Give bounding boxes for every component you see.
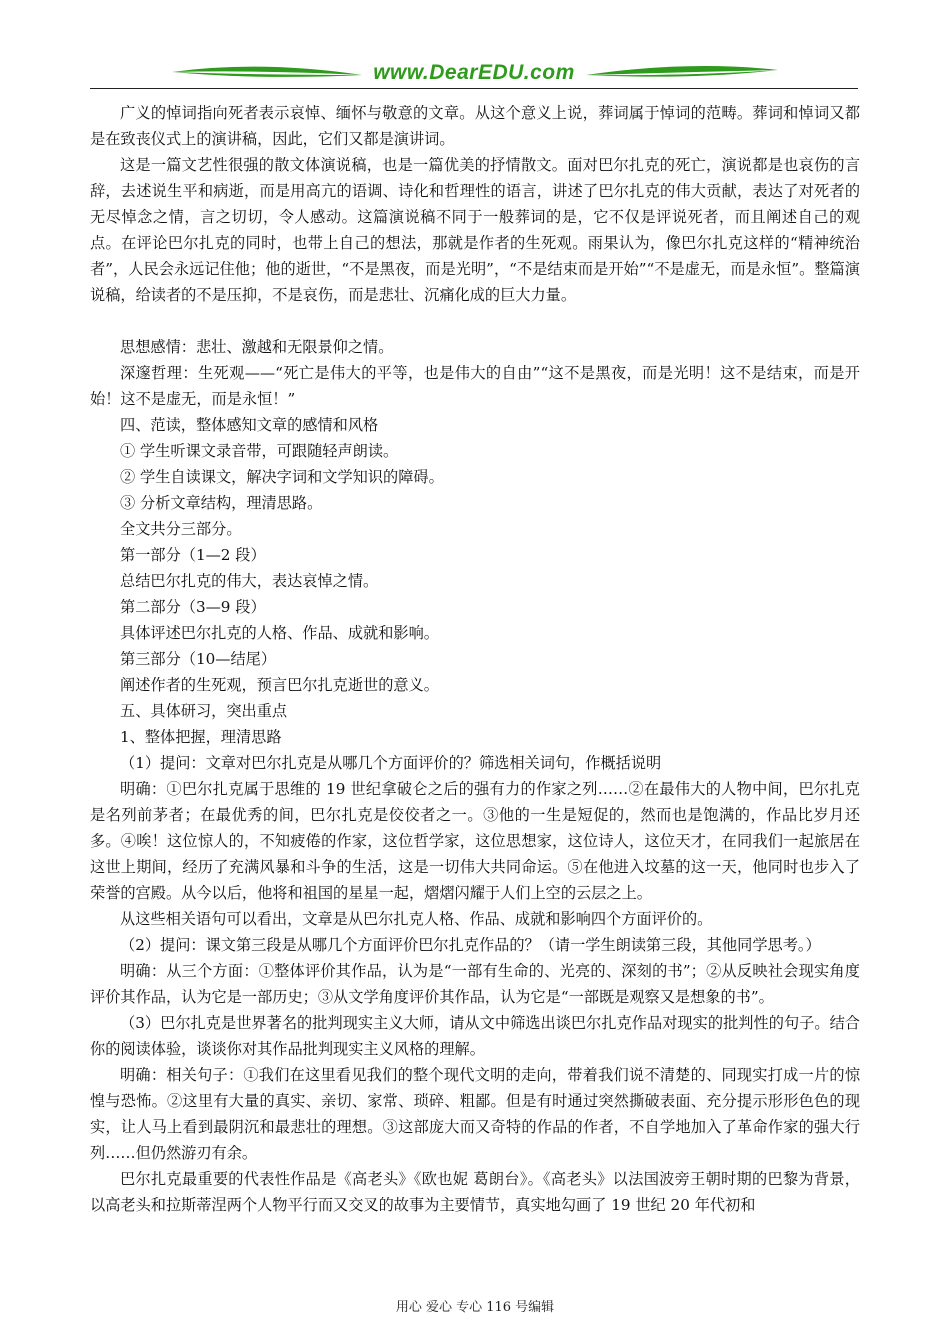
- section-heading: 四、范读，整体感知文章的感情和风格: [120, 416, 379, 434]
- paragraph: 思想感情：悲壮、激越和无限景仰之情。: [120, 338, 394, 356]
- paragraph: 从这些相关语句可以看出，文章是从巴尔扎克人格、作品、成就和影响四个方面评价的。: [120, 910, 713, 928]
- list-item: ① 学生听课文录音带，可跟随轻声朗读。: [120, 442, 399, 460]
- list-item: ③ 分析文章结构，理清思路。: [120, 494, 323, 512]
- question: （3）巴尔扎克是世界著名的批判现实主义大师，请从文中筛选出谈巴尔扎克作品对现实的批判性的句子。结合你的阅读体验，谈谈你对其作品批判现实主义风格的理解。: [90, 1014, 860, 1058]
- list-item: ② 学生自读课文，解决字词和文学知识的障碍。: [120, 468, 444, 486]
- header-rule: [90, 88, 858, 89]
- section-heading: 五、具体研习，突出重点: [120, 702, 288, 720]
- paragraph: 具体评述巴尔扎克的人格、作品、成就和影响。: [120, 624, 439, 642]
- answer: 明确：相关句子：①我们在这里看见我们的整个现代文明的走向，带着我们说不清楚的、同现实打成一片的惊惶与恐怖。②这里有大量的真实、亲切、家常、琐碎、粗鄙。但是有时通过突然撕破表面、充分提示形形色色的现实，让人马上看到最阴沉和最悲壮的理想。③这部庞大而又奇特的作品的作者，不自学地加入了革命作家的强大行列……但仍然游刃有余。: [90, 1066, 860, 1162]
- document-body: [90, 100, 860, 1218]
- paragraph: 巴尔扎克最重要的代表性作品是《高老头》《欧也妮 葛朗台》。《高老头》以法国波旁王朝时期的巴黎为背景，以高老头和拉斯蒂涅两个人物平行而又交叉的故事为主要情节，真实地勾画了 19 世纪 20 年代初和: [90, 1170, 860, 1214]
- page-header: [90, 58, 858, 92]
- site-logo[interactable]: www.DearEDU.com: [373, 61, 575, 84]
- paragraph: 第一部分（1—2 段）: [120, 546, 266, 564]
- paragraph: 总结巴尔扎克的伟大，表达哀悼之情。: [120, 572, 379, 590]
- page-footer: 用心 爱心 专心 116 号编辑: [395, 1300, 555, 1315]
- subsection-heading: 1、整体把握，理清思路: [120, 728, 282, 746]
- answer: 明确：从三个方面：①整体评价其作品，认为是“一部有生命的、光亮的、深刻的书”；②从反映社会现实角度评价其作品，认为它是一部历史；③从文学角度评价其作品，认为它是“一部既是观察又是想象的书”。: [90, 962, 860, 1006]
- paragraph: 全文共分三部分。: [120, 520, 242, 538]
- paragraph: 深邃哲理：生死观——“死亡是伟大的平等，也是伟大的自由”“这不是黑夜，而是光明！这不是结束，而是开始！这不是虚无，而是永恒！”: [90, 364, 860, 408]
- question: （2）提问：课文第三段是从哪几个方面评价巴尔扎克作品的？（请一学生朗读第三段，其他同学思考。）: [120, 936, 821, 954]
- answer: 明确：①巴尔扎克属于思维的 19 世纪拿破仑之后的强有力的作家之列……②在最伟大的人物中间，巴尔扎克是名列前茅者；在最优秀的间，巴尔扎克是佼佼者之一。③他的一生是短促的，然而也是饱满的，作品比岁月还多。④唉！这位惊人的，不知疲倦的作家，这位哲学家，这位思想家，这位诗人，这位天才，在同我们一起旅居在这世上期间，经历了充满风暴和斗争的生活，这是一切伟大共同命运。⑤在他进入坟墓的这一天，他同时也步入了荣誉的宫殿。从今以后，他将和祖国的星星一起，熠熠闪耀于人们上空的云层之上。: [90, 780, 860, 902]
- paragraph: 阐述作者的生死观，预言巴尔扎克逝世的意义。: [120, 676, 439, 694]
- paragraph: 第三部分（10—结尾）: [120, 650, 277, 668]
- blank-line: [90, 308, 860, 334]
- question: （1）提问：文章对巴尔扎克是从哪几个方面评价的？筛选相关词句，作概括说明: [120, 754, 662, 772]
- paragraph: 这是一篇文艺性很强的散文体演说稿，也是一篇优美的抒情散文。面对巴尔扎克的死亡，演说都是也哀伤的言辞，去述说生平和病逝，而是用高亢的语调、诗化和哲理性的语言，讲述了巴尔扎克的伟大贡献，表达了对死者的无尽悼念之情，言之切切，令人感动。这篇演说稿不同于一般葬词的是，它不仅是评说死者，而且阐述自己的观点。在评论巴尔扎克的同时，也带上自己的想法，那就是作者的生死观。雨果认为，像巴尔扎克这样的“精神统治者”，人民会永远记住他；他的逝世，“不是黑夜，而是光明”，“不是结束而是开始”“不是虚无，而是永恒”。整篇演说稿，给读者的不是压抑，不是哀伤，而是悲壮、沉痛化成的巨大力量。: [90, 156, 860, 304]
- paragraph: 第二部分（3—9 段）: [120, 598, 266, 616]
- paragraph: 广义的悼词指向死者表示哀悼、缅怀与敬意的文章。从这个意义上说，葬词属于悼词的范畴。葬词和悼词又都是在致丧仪式上的演讲稿，因此，它们又都是演讲词。: [90, 104, 860, 148]
